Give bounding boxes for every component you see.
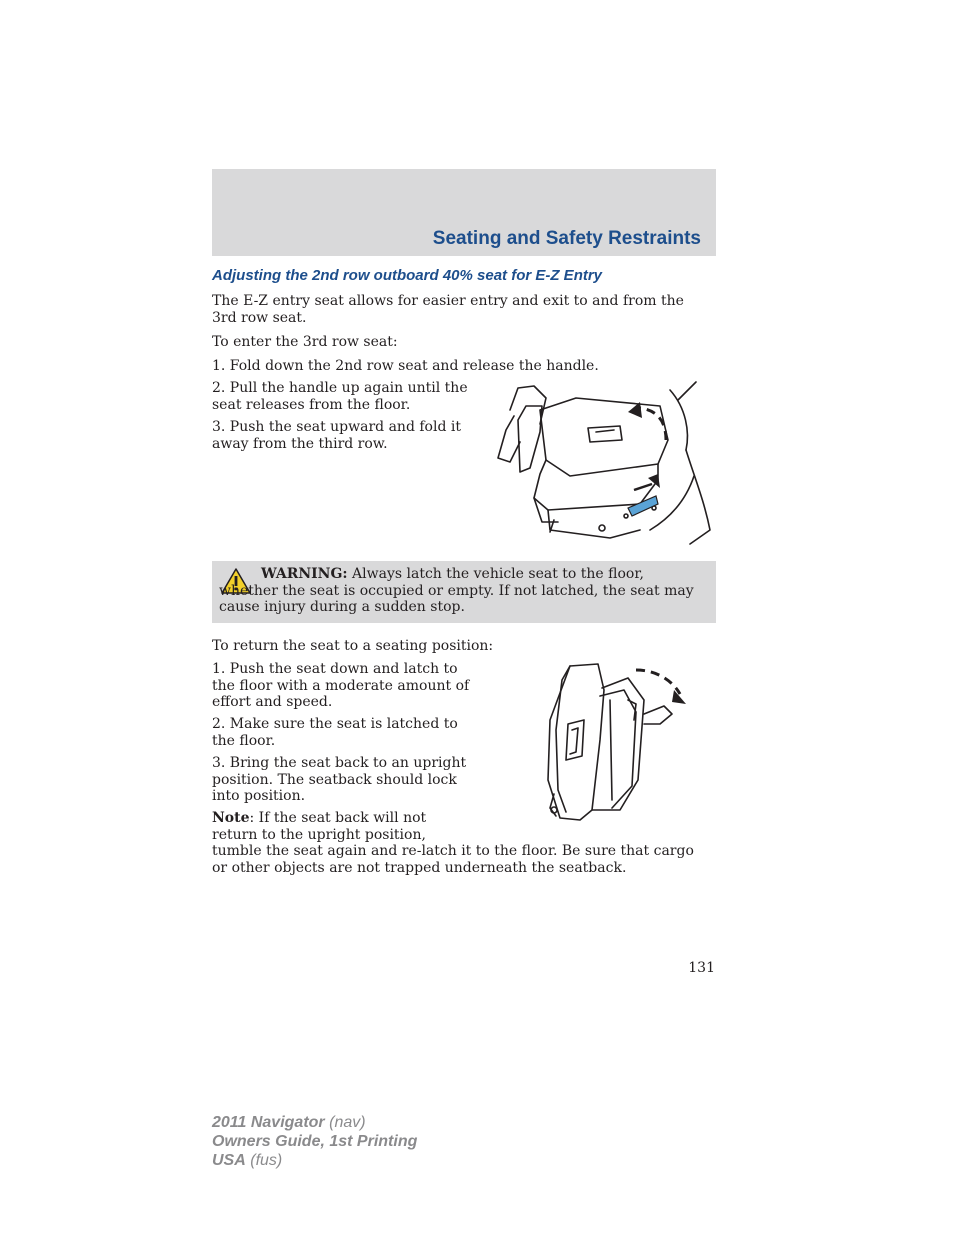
footer-region-code: (fus)	[250, 1152, 283, 1169]
return-step-3: 3. Bring the seat back to an upright position. The seatback should lock into position.	[212, 755, 467, 804]
note-label: Note	[212, 810, 250, 826]
enter-step-2: 2. Pull the handle up again until the seat releases from the floor.	[212, 380, 468, 413]
page-number: 131	[688, 960, 715, 976]
footer-model-line	[212, 1113, 417, 1132]
footer-model-code: (nav)	[329, 1114, 366, 1131]
seat-fold-illustration	[490, 380, 716, 546]
seat-return-illustration	[540, 660, 690, 825]
warning-label: WARNING:	[261, 566, 348, 582]
page-title: Seating and Safety Restraints	[432, 228, 701, 249]
enter-step-3: 3. Push the seat upward and fold it away from the third row.	[212, 419, 461, 452]
return-step-2: 2. Make sure the seat is latched to the floor.	[212, 716, 458, 749]
section-header-bar	[212, 169, 716, 256]
footer-model: 2011 Navigator	[212, 1114, 325, 1131]
return-step-1: 1. Push the seat down and latch to the floor with a moderate amount of effort and speed.	[212, 661, 470, 710]
intro-paragraph: The E-Z entry seat allows for easier entry and exit to and from the 3rd row seat.	[212, 293, 684, 326]
warning-text	[219, 566, 707, 616]
footer-guide-line	[212, 1132, 417, 1151]
sub-heading: Adjusting the 2nd row outboard 40% seat for E-Z Entry	[212, 267, 603, 284]
footer-guide: Owners Guide, 1st Printing	[212, 1133, 418, 1150]
footer-region-line	[212, 1151, 417, 1170]
warning-box	[212, 561, 716, 623]
return-lead-text: To return the seat to a seating position:	[212, 638, 494, 654]
note-paragraph	[212, 810, 434, 843]
note-continuation: tumble the seat again and re-latch it to the floor. Be sure that cargo or other objects are not trapped underneath the seatback.	[212, 843, 694, 876]
note-text-wrapped: : If the seat back will not return to the upright position,	[212, 810, 427, 843]
enter-step-1: 1. Fold down the 2nd row seat and release the handle.	[212, 358, 599, 374]
footer	[212, 1113, 417, 1170]
enter-lead-text: To enter the 3rd row seat:	[212, 334, 398, 350]
warning-body: Always latch the vehicle seat to the floor, whether the seat is occupied or empty. If not latched, the seat may cause injury during a sudden stop.	[219, 566, 694, 615]
footer-region: USA	[212, 1152, 246, 1169]
